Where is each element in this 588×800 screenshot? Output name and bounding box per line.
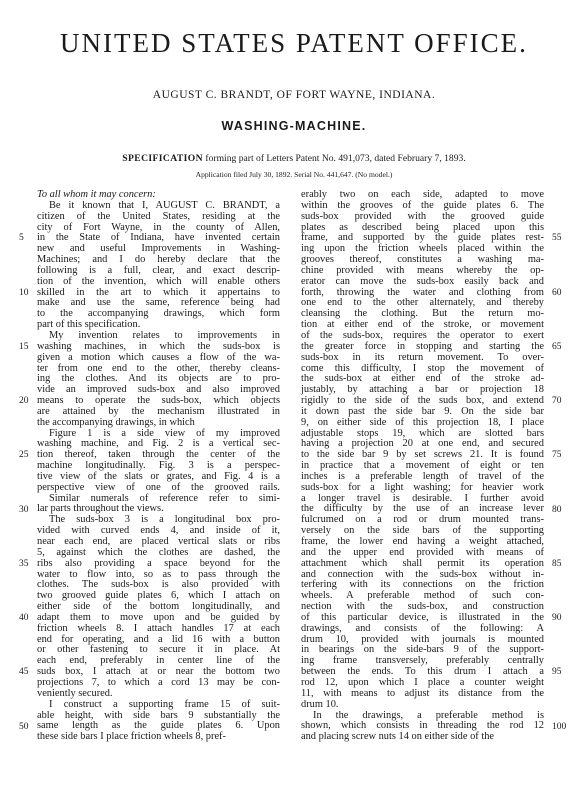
line-number: 40	[19, 613, 29, 624]
text-line: water to flow into, so as to pass through the	[37, 568, 280, 580]
text-line: tion thereof, taken through the center of the	[37, 449, 280, 461]
text-line: are attained by the mechanism illustrated in	[37, 405, 280, 417]
line-number: 80	[552, 504, 562, 515]
text-line: washing machines, in which the suds-box is	[37, 340, 280, 352]
line-number: 90	[552, 613, 562, 624]
text-line: ing the clothes. And its objects are to pro-	[37, 373, 280, 385]
text-line: perspective view of one of the grooved rails.	[37, 481, 280, 493]
text-line: part of this specification.	[37, 319, 141, 331]
text-line: city of Fort Wayne, in the county of Allen,	[37, 221, 280, 233]
text-line: 11, with means to adjust its distance from the	[301, 687, 544, 699]
text-line: machine longitudinally. Fig. 3 is a perspec-	[37, 460, 280, 472]
text-line: near each end, are placed vertical slats or ribs	[37, 536, 280, 547]
text-line: same length as the guide plates 6. Upon	[37, 720, 280, 732]
text-line: washing machine, and Fig. 2 is a vertical sec-	[37, 438, 280, 450]
text-line: one end to the other alternately, and thereby	[301, 297, 544, 309]
text-line: new and useful Improvements in Washing-	[37, 243, 280, 255]
text-line: adapt them to move upon and be guided by	[37, 611, 280, 623]
text-line: to the side bar 9 by set screws 21. It is found	[301, 449, 544, 461]
text-line: given a motion which causes a flow of the wa-	[37, 351, 280, 363]
text-line: shown, which consists in threading the rod 12	[301, 720, 544, 732]
text-line: the suds-box at either end of the stroke ad-	[301, 373, 544, 385]
text-line: rigidly to the side of the suds box, and extend	[301, 395, 544, 407]
text-line: ribs also providing a space beyond for the	[37, 557, 280, 569]
text-line: having a projection 20 at one end, and secured	[301, 438, 544, 450]
line-number: 65	[552, 341, 562, 352]
text-line: cleansing the clothing. But the return mo-	[301, 308, 544, 320]
text-line: In the drawings, a preferable method is	[313, 709, 544, 721]
specification-line	[0, 153, 588, 164]
text-line: suds-box in its return movement. To over-	[301, 351, 544, 363]
text-line: veniently secured.	[37, 687, 113, 699]
text-line: citizen of the United States, residing at the	[37, 210, 280, 222]
text-line: tion of the invention, which will enable others	[37, 275, 280, 287]
text-line: drawings, and consists of the following: A	[301, 622, 544, 634]
text-line: either side of the bottom longitudinally, and	[37, 601, 280, 613]
text-line: friction wheels 8. I attach handles 17 at each	[37, 622, 280, 634]
text-line: lar parts throughout the views.	[37, 503, 164, 515]
specification-label: SPECIFICATION	[122, 153, 203, 164]
line-number: 60	[552, 287, 562, 298]
text-line: grooves thereof, constitutes a washing ma-	[301, 254, 544, 266]
text-line: ing upon the friction wheels placed within the	[301, 243, 544, 255]
text-line: two grooved guide plates 6, which I attach on	[37, 590, 280, 602]
line-number: 30	[19, 504, 29, 515]
line-number: 45	[19, 667, 29, 678]
text-line: and placing screw nuts 14 on either side of the	[301, 731, 495, 743]
text-line: frame, the lower end having a weight attached,	[301, 536, 544, 547]
text-line: The suds-box 3 is a longitudinal box pro-	[49, 514, 280, 526]
text-line: it down past the side bar 9. On the side bar	[301, 405, 544, 417]
text-line: nection with the suds-box, and construction	[301, 601, 544, 613]
line-number: 85	[552, 558, 562, 569]
text-line: means to operate the suds-box, which objects	[37, 395, 280, 407]
line-number: 20	[19, 396, 29, 407]
text-line: clothes. The suds-box is also provided with	[37, 579, 280, 591]
text-line: 9, on either side of this projection 18, I place	[301, 416, 544, 428]
text-line: end for operating, and a lid 16 with a button	[37, 633, 280, 645]
text-line: I construct a supporting frame 15 of suit-	[49, 698, 280, 710]
text-line: the greater force in stopping and starting the	[301, 340, 544, 352]
text-line: to the accompanying drawings, which form	[37, 308, 280, 320]
text-line: these side bars I place friction wheels 8, pref-	[37, 731, 226, 743]
patent-office-title: UNITED STATES PATENT OFFICE.	[60, 28, 528, 58]
text-line: drum 10, provided with journals is mounted	[301, 633, 544, 645]
text-line: Similar numerals of reference refer to simi-	[49, 492, 280, 504]
text-line: following is a full, clear, and exact descrip-	[37, 264, 280, 276]
text-line: of the suds-box, requires the operator to exert	[301, 329, 544, 341]
text-line: fulcrumed on a rod or drum mounted trans-	[301, 514, 544, 526]
text-line: drum 10.	[301, 698, 339, 710]
text-line: My invention relates to improvements in	[49, 329, 280, 341]
text-line: come this difficulty, I stop the movement of	[301, 362, 544, 374]
text-line: in bearings on the side-bars 9 of the support-	[301, 644, 544, 656]
text-line: within the grooves of the guide plates 6. The	[301, 199, 544, 211]
text-line: forth, throwing the water and clothing from	[301, 286, 544, 298]
text-line: adjustable stops 19, which are slotted bars	[301, 427, 544, 439]
text-line: suds box, I attach at or near the bottom two	[37, 666, 280, 678]
text-line: versely on the side bars of the supporting	[301, 525, 544, 537]
text-line: tive view of the slats or grates, and Fig. 4 is a	[37, 470, 280, 482]
line-number: 95	[552, 667, 562, 678]
text-line: rod 12, upon which I place a counter weight	[301, 676, 544, 688]
left-text-column	[37, 190, 280, 743]
line-number: 75	[552, 450, 562, 461]
text-line: of this particular device, is illustrated in the	[301, 611, 544, 623]
text-line: tion at either end of the stroke, or movement	[301, 319, 544, 331]
text-line: suds-box provided with the grooved guide	[301, 210, 544, 222]
text-line: attachment which shall permit its operation	[301, 557, 544, 569]
line-number: 15	[19, 341, 29, 352]
text-line: Machines; and I do hereby declare that the	[37, 254, 280, 266]
text-line: able height, with side bars 9 substantially the	[37, 709, 280, 721]
line-number: 50	[19, 721, 29, 732]
invention-title: WASHING-MACHINE.	[221, 119, 367, 133]
text-line: and connection with the suds-box without in-	[301, 568, 544, 580]
text-line: Be it known that I, AUGUST C. BRANDT, a	[49, 199, 280, 211]
text-line: ter from one end to the other, thereby cleans-	[37, 362, 280, 374]
text-line: terfering with its connections on the friction	[301, 579, 544, 591]
text-line: the accompanying drawings, in which	[37, 416, 195, 428]
text-line: make and use the same, reference being had	[37, 297, 280, 309]
text-line: in practice that a movement of eight or ten	[301, 460, 544, 472]
text-line: wheels. A preferable method of such con-	[301, 590, 544, 602]
text-line: plates as described being placed upon this	[301, 221, 544, 233]
line-number: 25	[19, 450, 29, 461]
text-line: and the upper end provided with means of	[301, 546, 544, 558]
text-line: a longer travel is desirable. I further avoid	[301, 492, 544, 504]
text-line: each end, preferably in center line of the	[37, 655, 280, 667]
text-line: inches is a preferable length of travel of the	[301, 470, 544, 482]
text-line: erator can move the suds-box easily back and	[301, 275, 544, 287]
text-line: frame, and supported by the guide plates rest-	[301, 232, 544, 244]
text-line: erably two on each side, adapted to move	[301, 189, 544, 200]
text-line: between the ends. To this drum I attach a	[301, 666, 544, 678]
text-line: the difficulty by the use of an increase lever	[301, 503, 544, 515]
text-line: or other fastening to secure it in place. At	[37, 644, 280, 656]
text-line: vided with curved ends 4, and inside of it,	[37, 525, 280, 537]
line-number: 10	[19, 287, 29, 298]
text-line: Figure 1 is a side view of my improved	[49, 427, 280, 439]
line-number: 70	[552, 396, 562, 407]
line-number: 5	[19, 233, 24, 244]
specification-detail: forming part of Letters Patent No. 491,073, dated February 7, 1893.	[205, 153, 466, 164]
inventor-line: AUGUST C. BRANDT, OF FORT WAYNE, INDIANA.	[152, 89, 436, 101]
application-filed-line: Application filed July 30, 1892. Serial No. 441,647. (No model.)	[195, 170, 393, 179]
text-line: projections 7, to which a cord 13 may be con-	[37, 676, 280, 688]
text-line: justably, by attaching a bar or projection 18	[301, 384, 544, 396]
text-line: skilled in the art to which it appertains to	[37, 286, 280, 298]
text-line: chine provided with means whereby the op-	[301, 264, 544, 276]
text-line: ing frame transversely, preferably centrally	[301, 655, 544, 667]
text-line: in the State of Indiana, have invented certain	[37, 232, 280, 244]
text-line: To all whom it may concern:	[37, 189, 156, 200]
text-line: 5, against which the clothes are dashed, the	[37, 546, 280, 558]
line-number: 35	[19, 558, 29, 569]
text-line: suds-box for a light washing; for heavier work	[301, 481, 544, 493]
line-number: 100	[552, 721, 567, 732]
right-text-column	[301, 190, 544, 743]
text-line: vide an improved suds-box and also improved	[37, 384, 280, 396]
line-number: 55	[552, 233, 562, 244]
